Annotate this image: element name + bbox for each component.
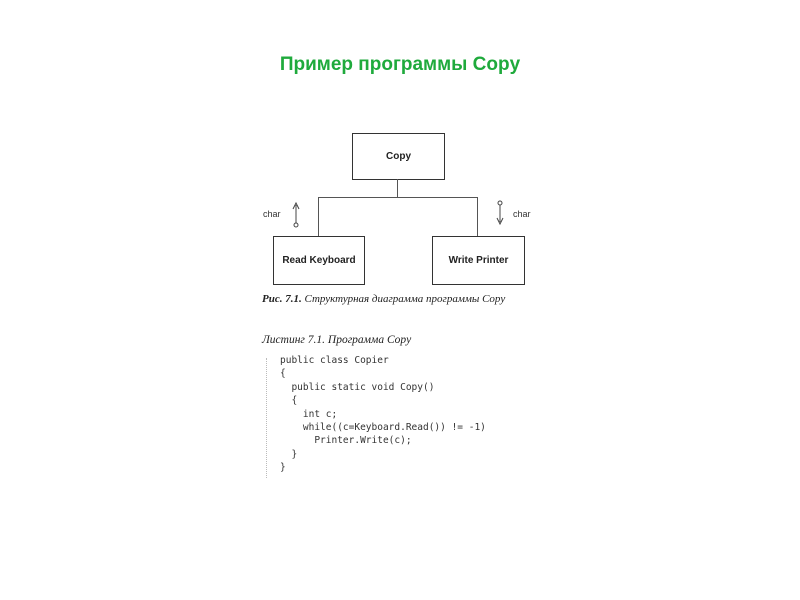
code-listing bbox=[280, 354, 486, 475]
code-line: } bbox=[280, 448, 298, 460]
copy-box-label: Copy bbox=[386, 151, 411, 162]
left-char-label: char bbox=[263, 209, 281, 219]
code-line: } bbox=[280, 462, 286, 474]
code-margin-bar bbox=[266, 358, 270, 478]
code-line: public static void Copy() bbox=[280, 381, 435, 393]
code-line: { bbox=[280, 368, 286, 380]
figure-caption-text: Структурная диаграмма программы Copy bbox=[304, 293, 506, 305]
slide-title: Пример программы Copy bbox=[279, 54, 521, 75]
code-line: while((c=Keyboard.Read()) != -1) bbox=[280, 422, 486, 434]
left-char-arrow bbox=[293, 203, 299, 227]
figure-caption-label: Рис. 7.1. bbox=[262, 293, 302, 305]
code-line: Printer.Write(c); bbox=[280, 435, 412, 447]
code-line: { bbox=[280, 395, 298, 407]
code-line: public class Copier bbox=[280, 355, 389, 366]
figure-caption bbox=[262, 293, 505, 305]
write-printer-label: Write Printer bbox=[448, 255, 509, 266]
listing-caption: Листинг 7.1. Программа Copy bbox=[262, 334, 412, 346]
right-char-label: char bbox=[513, 209, 531, 219]
code-line: int c; bbox=[280, 408, 338, 420]
right-char-arrow bbox=[497, 201, 503, 224]
read-keyboard-label: Read Keyboard bbox=[282, 255, 356, 266]
